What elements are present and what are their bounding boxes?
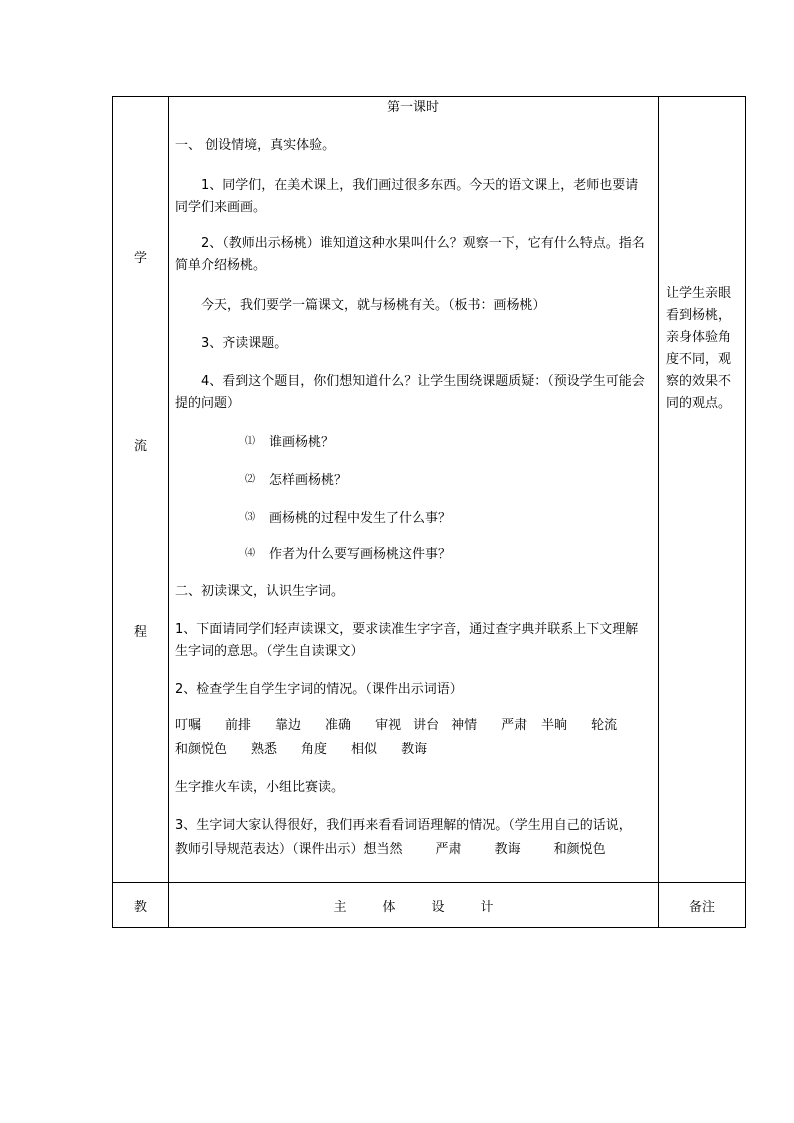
question-number: ⑶ <box>245 512 255 523</box>
vocab-word: 严肃 <box>501 718 528 733</box>
question-number: ⑴ <box>245 436 255 447</box>
question-item <box>245 431 334 454</box>
footer-char: 主 <box>333 899 347 915</box>
question-text: 画杨桃的过程中发生了什么事？ <box>269 511 452 526</box>
question-item <box>245 469 347 492</box>
vocab-word: 角度 <box>301 742 328 757</box>
footer-char: 体 <box>382 899 396 915</box>
vocab-word: 相似 <box>351 742 378 757</box>
section1-heading: 一、 创设情境，真实体验。 <box>175 138 336 153</box>
section1-paragraph-2: 2、（教师出示杨桃）谁知道这种水果叫什么？观察一下，它有什么特点。指名简单介绍杨桃。 <box>175 236 645 273</box>
vocab-word: 审视 <box>375 718 402 733</box>
side-label-cheng: 程 <box>133 625 147 640</box>
section2-heading: 二、初读课文，认识生字词。 <box>175 584 345 599</box>
section2-paragraph-3: 生字推火车读，小组比赛读。 <box>175 780 345 795</box>
remarks-note: 让学生亲眼看到杨桃，亲身体验角度不同，观察的效果不同的观点。 <box>666 286 732 411</box>
left-rail-cell <box>113 97 169 883</box>
vocab-line-1 <box>175 715 651 737</box>
vocab-word: 半晌 <box>541 718 568 733</box>
side-label-xue: 学 <box>133 251 147 266</box>
section1-paragraph-1: 1、同学们，在美术课上，我们画过很多东西。今天的语文课上，老师也要请同学们来画画。 <box>175 178 639 215</box>
question-number: ⑵ <box>245 474 255 485</box>
lesson-title: 第一课时 <box>386 100 439 115</box>
lesson-plan-table <box>112 96 746 928</box>
vocab-word: 准确 <box>325 718 352 733</box>
section1-paragraph-3: 今天，我们要学一篇课文，就与杨桃有关。（板书：画杨桃） <box>201 298 546 313</box>
footer-remarks-label: 备注 <box>688 899 715 915</box>
vocab-word: 靠边 <box>275 718 302 733</box>
vocab-word: 和颜悦色 <box>175 742 228 757</box>
vocab-word: 熟悉 <box>251 742 278 757</box>
footer-left-cell <box>113 883 169 928</box>
footer-main-cell <box>169 883 659 928</box>
question-number: ⑷ <box>245 548 255 559</box>
vocab-word: 轮流 <box>591 718 618 733</box>
question-text: 谁画杨桃？ <box>269 435 335 450</box>
vocab-word: 讲台 <box>413 718 440 733</box>
footer-right-cell <box>659 883 746 928</box>
question-item <box>245 543 451 566</box>
vocab-word: 教诲 <box>401 742 428 757</box>
vocab-word: 叮嘱 <box>175 718 202 733</box>
section1-paragraph-5: 4、看到这个题目，你们想知道什么？让学生围绕课题质疑：（预设学生可能会提的问题） <box>175 374 645 411</box>
section2-paragraph-4b: 教师引导规范表达）（课件出示）想当然 严肃 教诲 和颜悦色 <box>175 842 606 857</box>
footer-char: 计 <box>480 899 494 915</box>
section2-paragraph-1: 1、下面请同学们轻声读课文，要求读准生字字音，通过查字典并联系上下文理解生字词的意思。（学生自读课文） <box>175 622 639 659</box>
side-label-jiao: 教 <box>133 899 147 915</box>
side-label-liu: 流 <box>133 439 147 454</box>
section1-paragraph-4: 3、齐读课题。 <box>201 336 288 351</box>
footer-char: 设 <box>431 899 445 915</box>
vocab-word: 神情 <box>451 718 478 733</box>
main-content-cell <box>169 97 659 883</box>
vocab-word: 前排 <box>225 718 252 733</box>
question-text: 怎样画杨桃？ <box>269 473 348 488</box>
remarks-cell <box>659 97 746 883</box>
question-text: 作者为什么要写画杨桃这件事？ <box>269 547 452 562</box>
section2-paragraph-4a: 3、生字词大家认得很好，我们再来看看词语理解的情况。（学生用自己的话说， <box>175 818 632 833</box>
question-item <box>245 507 451 530</box>
vocab-line-2 <box>175 739 651 761</box>
section2-paragraph-2: 2、检查学生自学生字词的情况。（课件出示词语） <box>175 682 463 697</box>
